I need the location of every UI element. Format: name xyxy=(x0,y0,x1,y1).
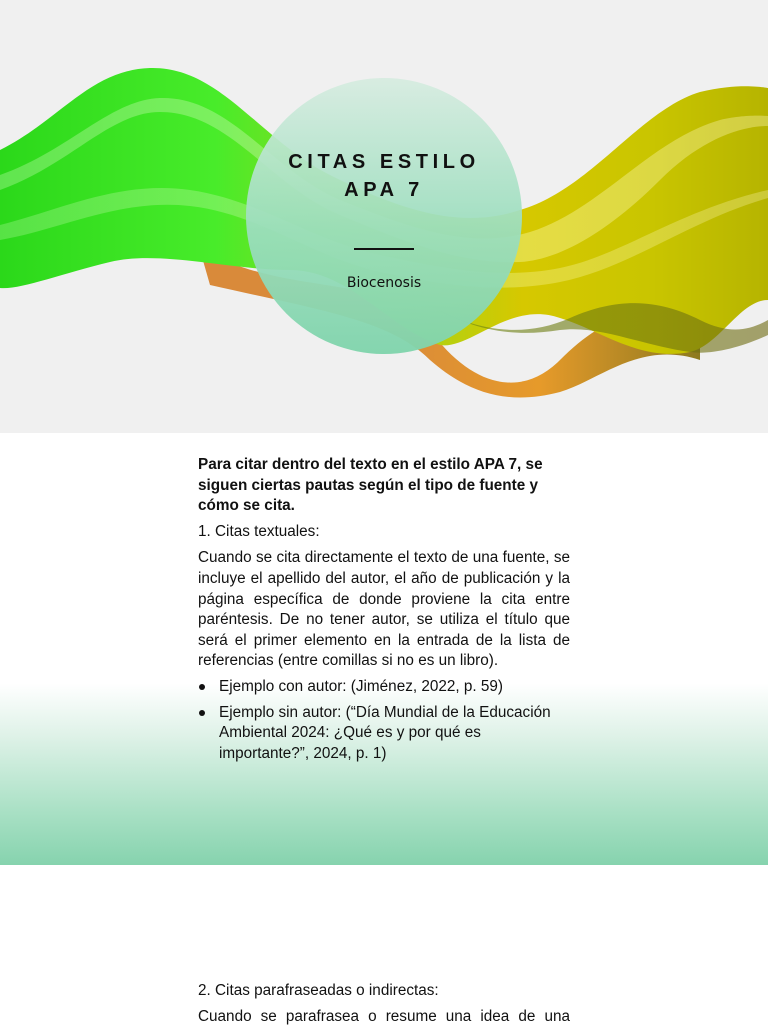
page-body xyxy=(198,455,570,769)
continuation-page xyxy=(0,865,768,1024)
list-item: Ejemplo con autor: (Jiménez, 2022, p. 59) xyxy=(198,677,570,698)
title-divider xyxy=(354,248,414,250)
section-2-heading: 2. Citas parafraseadas o indirectas: xyxy=(198,982,439,999)
content-page xyxy=(0,433,768,865)
intro-paragraph: Para citar dentro del texto en el estilo APA 7, se siguen ciertas pautas según el tipo de fuente y cómo se cita. xyxy=(198,456,543,515)
document-title: CITAS ESTILO APA 7 xyxy=(288,151,480,201)
title-circle xyxy=(246,78,522,354)
cover-page xyxy=(0,0,768,433)
example-list xyxy=(198,677,570,764)
document-subtitle: Biocenosis xyxy=(346,275,422,291)
page-body-2 xyxy=(198,981,570,1027)
section-1-body: Cuando se cita directamente el texto de una fuente, se incluye el apellido del autor, el año de publicación y la página específica de donde proviene la cita entre paréntesis. De no tener autor, se utiliza el título que será el primer elemento en la entrada de la lista de referencias (entre comillas si no es un libro). xyxy=(198,549,570,670)
section-1-heading: 1. Citas textuales: xyxy=(198,522,320,540)
list-item: Ejemplo sin autor: (“Día Mundial de la Educación Ambiental 2024: ¿Qué es y por qué es importante?”, 2024, p. 1) xyxy=(198,703,570,765)
section-2-body: Cuando se parafrasea o resume una idea de una xyxy=(198,1007,570,1025)
